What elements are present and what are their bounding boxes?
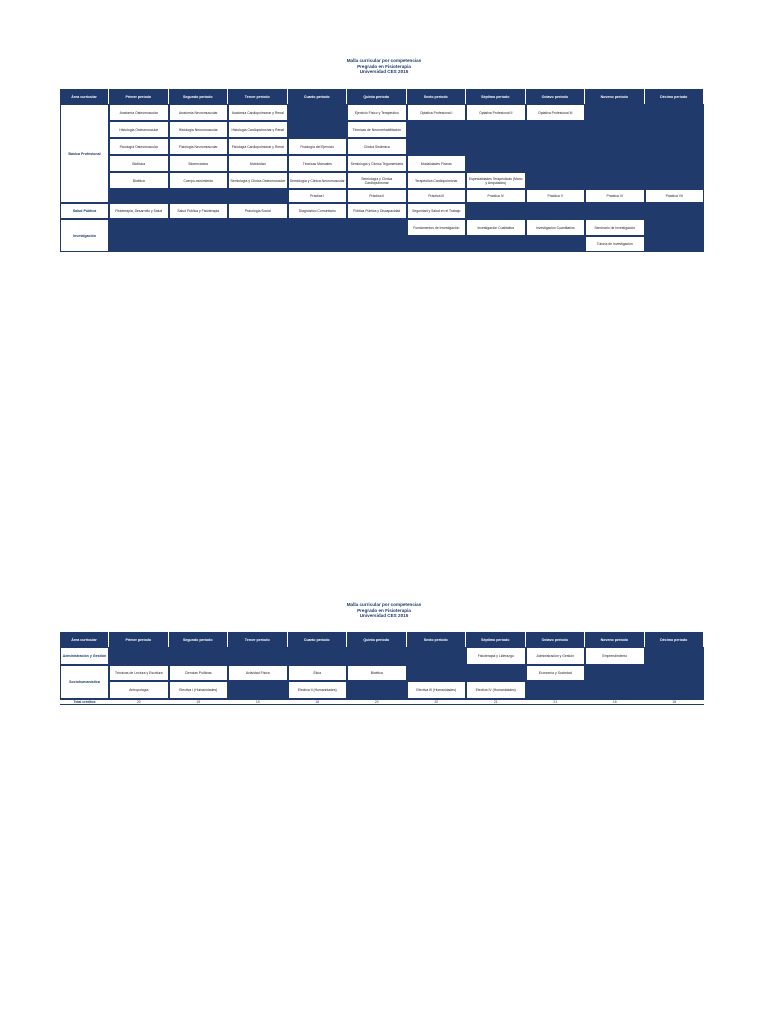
course-cell: Práctica V	[526, 189, 586, 203]
course-cell: Seminario de Investigación	[585, 219, 645, 236]
header-period: Séptimo período	[466, 632, 526, 647]
course-cell: Terapéutica Cardiopulmonar	[407, 172, 467, 189]
header-period: Octavo período	[526, 89, 586, 104]
course-cell: Salud Pública y Fisioterapia	[169, 203, 229, 219]
empty-cell	[526, 172, 586, 189]
empty-cell	[407, 138, 586, 155]
empty-cell	[228, 681, 288, 699]
course-cell: Fisioterapia, Desarrollo y Salud	[109, 203, 169, 219]
course-cell: Histología Osteomuscular	[109, 121, 169, 138]
course-cell: Tutoría de Investigación	[585, 236, 645, 252]
header-period: Primer período	[109, 632, 169, 647]
header-period: Tercer período	[228, 89, 288, 104]
empty-cell	[645, 236, 705, 252]
course-cell: Histología Neuromuscular	[169, 121, 229, 138]
total-credits-value: 21	[466, 699, 526, 705]
area-investigacion: Investigación	[60, 219, 109, 252]
course-cell: Optativa Profesional II	[466, 104, 526, 121]
course-cell: Técnicas de Neurorehabilitación	[347, 121, 407, 138]
area-salud-publica: Salud Pública	[60, 203, 109, 219]
curriculum-table-1	[60, 89, 704, 252]
course-cell: Semiología y Clínica Osteomuscular	[228, 172, 288, 189]
total-credits-value: 20	[407, 699, 467, 705]
course-cell: Emprendimiento	[585, 647, 645, 665]
empty-cell	[585, 665, 645, 699]
total-credits-value: 21	[526, 699, 586, 705]
total-credits-value: 18	[288, 699, 348, 705]
empty-cell	[466, 155, 585, 172]
header-period: Séptimo período	[466, 89, 526, 104]
course-cell: Fundamentos de Investigación	[407, 219, 467, 236]
course-cell: Diagnóstico Comunitario	[288, 203, 348, 219]
empty-cell	[288, 104, 348, 138]
course-cell: Técnicas Manuales	[288, 155, 348, 172]
empty-cell	[407, 121, 586, 138]
empty-cell	[109, 189, 288, 203]
course-cell: Semiología y Clínica Neuromuscular	[288, 172, 348, 189]
header-period: Tercer período	[228, 632, 288, 647]
course-cell: Práctica VII	[645, 189, 705, 203]
empty-cell	[645, 647, 705, 699]
total-credits-label: Total créditos	[60, 699, 109, 705]
header-period: Segundo período	[169, 89, 229, 104]
course-cell: Investigación Cuantitativa	[526, 219, 586, 236]
course-cell: Administración y Gestión	[526, 647, 586, 665]
course-cell: Anatomía Cardiopulmonar y Renal	[228, 104, 288, 121]
course-cell: Clínica Sistémica	[347, 138, 407, 155]
empty-cell	[407, 236, 586, 252]
title-line: Universidad CES 2015	[359, 69, 409, 75]
course-cell: Fisiología Cardiopulmonar y Renal	[228, 138, 288, 155]
course-cell: Modalidades Físicas	[407, 155, 467, 172]
header-period: Primer período	[109, 89, 169, 104]
header-period: Quinto período	[347, 632, 407, 647]
empty-cell	[109, 647, 466, 665]
course-cell: Semiología y Clínica Tegumentaria	[347, 155, 407, 172]
course-cell: Bioética	[347, 665, 407, 681]
course-cell: Fisioterapia y Liderazgo	[466, 647, 526, 665]
course-cell: Antropología	[109, 681, 169, 699]
header-period: Sexto período	[407, 89, 467, 104]
course-cell: Fisiología Osteomuscular	[109, 138, 169, 155]
course-cell: Fisiología Neuromuscular	[169, 138, 229, 155]
course-cell: Optativa Profesional III	[526, 104, 586, 121]
course-cell: Práctica IV	[466, 189, 526, 203]
header-period: Décimo período	[645, 632, 705, 647]
title-line: Malla curricular por competencias	[346, 602, 422, 607]
course-cell: Fisiología del Ejercicio	[288, 138, 348, 155]
empty-cell	[645, 219, 705, 236]
total-credits-value: 19	[169, 699, 229, 705]
course-cell: Electiva II (Humanidades)	[288, 681, 348, 699]
course-cell: Especialidades Terapéuticas (Mano y Amputados)	[466, 172, 526, 189]
title-line: Pregrado en Fisioterapia	[357, 63, 411, 69]
course-cell: Bioética	[109, 172, 169, 189]
total-credits-value: 20	[347, 699, 407, 705]
total-credits-value: 20	[109, 699, 169, 705]
header-period: Noveno período	[585, 89, 645, 104]
empty-cell	[347, 681, 407, 699]
header-period: Octavo período	[526, 632, 586, 647]
course-cell: Práctica II	[347, 189, 407, 203]
course-cell: Cuerpo-movimiento	[169, 172, 229, 189]
empty-cell	[526, 681, 586, 699]
course-cell: Optativa Profesional I	[407, 104, 467, 121]
header-period: Sexto período	[407, 632, 467, 647]
course-cell: Psicología Social	[228, 203, 288, 219]
course-cell: Motricidad	[228, 155, 288, 172]
header-period: Quinto período	[347, 89, 407, 104]
header-period: Noveno período	[585, 632, 645, 647]
course-cell: Economía y Sociedad	[526, 665, 586, 681]
course-cell: Anatomía Osteomuscular	[109, 104, 169, 121]
course-cell: Electiva I (Humanidades)	[169, 681, 229, 699]
header-period: Cuarto período	[288, 632, 348, 647]
title-line: Pregrado en Fisioterapia	[357, 607, 411, 613]
page-title-1	[0, 58, 768, 75]
course-cell: Práctica I	[288, 189, 348, 203]
course-cell: Histología Cardiopulmonar y Renal	[228, 121, 288, 138]
total-credits-value: 18	[645, 699, 705, 705]
course-cell: Técnicas de Lectura y Escritura	[109, 665, 169, 681]
empty-cell	[585, 104, 704, 189]
total-credits-value: 19	[228, 699, 288, 705]
title-line: Universidad CES 2015	[359, 613, 409, 619]
curriculum-table-2	[60, 632, 704, 705]
total-credits-value: 16	[585, 699, 645, 705]
page-title-2	[0, 602, 768, 619]
course-cell: Ética	[288, 665, 348, 681]
course-cell: Investigación Cualitativa	[466, 219, 526, 236]
header-period: Cuarto período	[288, 89, 348, 104]
course-cell: Política Pública y Discapacidad	[347, 203, 407, 219]
course-cell: Electiva IV (Humanidades)	[466, 681, 526, 699]
course-cell: Actividad Física	[228, 665, 288, 681]
empty-cell	[109, 219, 407, 252]
area-basica-profesional: Básica Profesional	[60, 104, 109, 203]
course-cell: Ciencias Políticas	[169, 665, 229, 681]
empty-cell	[407, 665, 526, 681]
course-cell: Biomecánica	[169, 155, 229, 172]
area-administracion: Administración y Gestión	[60, 647, 109, 665]
area-sociohumanistica: Sociohumanística	[60, 665, 109, 699]
course-cell: Semiología y Clínica Cardiopulmonar	[347, 172, 407, 189]
course-cell: Anatomía Neuromuscular	[169, 104, 229, 121]
header-period: Décimo período	[645, 89, 705, 104]
header-area: Área curricular	[60, 89, 109, 104]
header-period: Segundo período	[169, 632, 229, 647]
empty-cell	[466, 203, 704, 219]
course-cell: Electiva III (Humanidades)	[407, 681, 467, 699]
title-line: Malla curricular por competencias	[346, 58, 422, 63]
header-area: Área curricular	[60, 632, 109, 647]
course-cell: Ejercicio Físico y Terapéutico	[347, 104, 407, 121]
course-cell: Biofísica	[109, 155, 169, 172]
course-cell: Práctica VI	[585, 189, 645, 203]
course-cell: Práctica III	[407, 189, 467, 203]
course-cell: Seguridad y Salud en el Trabajo	[407, 203, 467, 219]
